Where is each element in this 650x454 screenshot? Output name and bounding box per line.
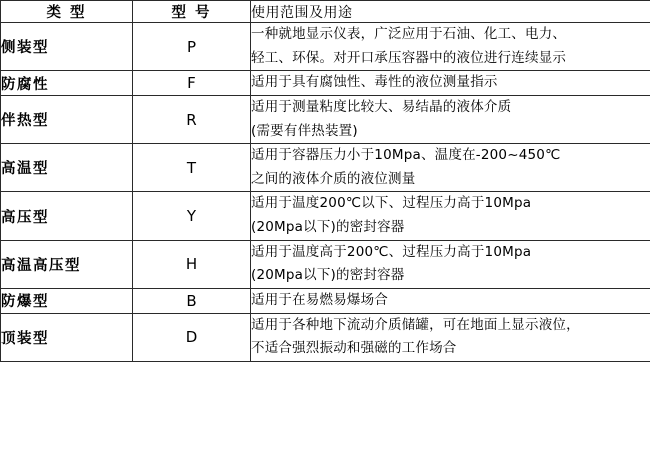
description-line: 轻工、环保。对开口承压容器中的液位进行连续显示: [251, 49, 567, 66]
description-line: 适用于具有腐蚀性、毒性的液位测量指示: [251, 74, 498, 91]
table-row: [1, 71, 650, 96]
cell-model: B: [133, 288, 251, 313]
cell-type: 高压型: [1, 192, 133, 240]
cell-type: 高温高压型: [1, 240, 133, 288]
description-line: (20Mpa以下)的密封容器: [251, 219, 405, 235]
cell-type: 防爆型: [1, 288, 133, 313]
cell-description: [251, 71, 650, 96]
description-line: 适用于测量粘度比较大、易结晶的液体介质: [251, 98, 512, 115]
cell-type: 高温型: [1, 144, 133, 192]
cell-description: [251, 288, 650, 313]
description-line: 适用于容器压力小于10Mpa、温度在-200~450℃: [251, 147, 561, 164]
table-row: [1, 144, 650, 192]
description-line: 适用于在易燃易爆场合: [251, 291, 388, 308]
cell-model: R: [133, 95, 251, 143]
cell-description: [251, 144, 650, 192]
table-row: [1, 95, 650, 143]
description-line: 不适合强烈振动和强磁的工作场合: [251, 340, 457, 357]
column-header-description: 使用范围及用途: [251, 1, 650, 23]
column-header-model: 型 号: [133, 1, 251, 23]
cell-description: [251, 313, 650, 361]
table-row: [1, 288, 650, 313]
cell-description: [251, 240, 650, 288]
cell-model: F: [133, 71, 251, 96]
cell-description: [251, 95, 650, 143]
table-header-row: [1, 1, 650, 23]
table-row: [1, 192, 650, 240]
table-row: [1, 23, 650, 71]
cell-model: H: [133, 240, 251, 288]
cell-type: 侧装型: [1, 23, 133, 71]
cell-description: [251, 192, 650, 240]
cell-model: T: [133, 144, 251, 192]
description-line: 适用于各种地下流动介质储罐，可在地面上显示液位，: [251, 316, 580, 333]
cell-model: Y: [133, 192, 251, 240]
cell-model: P: [133, 23, 251, 71]
table-row: [1, 313, 650, 361]
cell-type: 顶装型: [1, 313, 133, 361]
description-line: 适用于温度高于200℃、过程压力高于10Mpa: [251, 243, 532, 260]
description-line: (需要有伴热装置): [251, 122, 358, 139]
cell-type: 防腐性: [1, 71, 133, 96]
cell-description: [251, 23, 650, 71]
cell-model: D: [133, 313, 251, 361]
description-line: (20Mpa以下)的密封容器: [251, 267, 405, 284]
table-row: [1, 240, 650, 288]
description-line: 之间的液体介质的液位测量: [251, 170, 416, 187]
column-header-type: 类 型: [1, 1, 133, 23]
description-line: 适用于温度200℃以下、过程压力高于10Mpa: [251, 195, 532, 212]
cell-type: 伴热型: [1, 95, 133, 143]
description-line: 一种就地显示仪表，广泛应用于石油、化工、电力、: [251, 26, 567, 42]
